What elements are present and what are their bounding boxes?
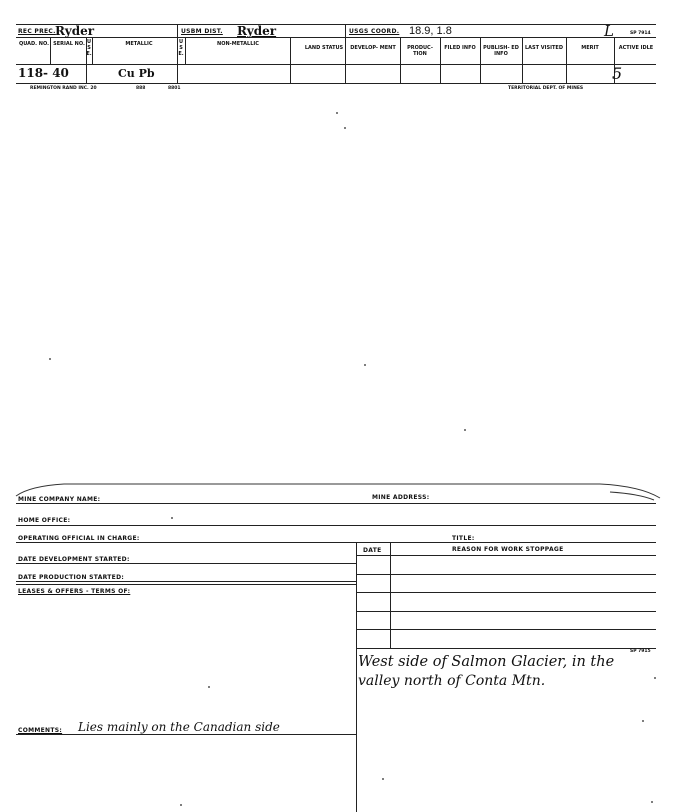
line-date-prod-2 <box>16 584 356 585</box>
usgs-coord-label: USGS COORD. <box>349 28 400 35</box>
home-office-label: HOME OFFICE: <box>18 517 71 524</box>
mine-address-label: MINE ADDRESS: <box>372 494 430 501</box>
printer-code-a: 888 <box>136 86 146 91</box>
comments-value: Lies mainly on the Canadian side <box>78 720 280 734</box>
scan-speck <box>180 804 182 806</box>
vsep-nonmet <box>290 37 291 83</box>
vsep-dev <box>400 37 401 83</box>
corner-mark: L <box>604 22 614 40</box>
record-row-bottom <box>16 83 656 84</box>
stoppage-left-border <box>356 542 357 812</box>
line-official <box>16 542 656 543</box>
record-quad-serial: 118- 40 <box>18 66 69 80</box>
location-note-line1: West side of Salmon Glacier, in the <box>358 654 615 670</box>
col-use2: U S E. <box>178 39 184 57</box>
line-comments <box>16 734 356 735</box>
form-number-bottom: SP 7915 <box>630 649 651 654</box>
stoppage-head-line <box>356 555 656 556</box>
title-label: TITLE: <box>452 535 475 542</box>
rec-prec-label: REC PREC. <box>18 28 56 35</box>
card-edge <box>0 476 678 504</box>
col-use1: U S E. <box>86 39 92 57</box>
date-prod-label: DATE PRODUCTION STARTED: <box>18 574 125 581</box>
stoppage-date-col: DATE <box>363 547 382 554</box>
vsep-last <box>566 37 567 83</box>
department-label: TERRITORIAL DEPT. OF MINES <box>508 86 584 91</box>
location-note-line2: valley north of Conta Mtn. <box>358 673 546 689</box>
vsep-2 <box>345 24 346 83</box>
column-row-divider <box>16 64 656 65</box>
vsep-quad <box>50 37 51 64</box>
printer-label: REMINGTON RAND INC. 20 <box>30 86 97 91</box>
vsep-pub <box>522 37 523 83</box>
col-quad: QUAD. NO. <box>18 41 50 47</box>
col-nonmetallic: NON-METALLIC <box>217 41 259 47</box>
date-dev-label: DATE DEVELOPMENT STARTED: <box>18 556 130 563</box>
operating-official-label: OPERATING OFFICIAL IN CHARGE: <box>18 535 140 542</box>
leases-label: LEASES & OFFERS - TERMS OF: <box>18 588 131 595</box>
scan-speck <box>642 720 644 722</box>
record-active-idle: 5 <box>612 64 623 83</box>
col-production: PRODUC- TION <box>407 45 433 57</box>
usbm-dist-label: USBM DIST. <box>181 28 223 35</box>
record-metallic: Cu Pb <box>118 67 155 80</box>
scan-speck <box>208 686 210 688</box>
scan-speck <box>49 358 51 360</box>
comments-label: COMMENTS: <box>18 727 63 734</box>
vsep-filed <box>480 37 481 83</box>
vsep-use1 <box>92 37 93 64</box>
col-serial: SERIAL NO. <box>53 41 85 47</box>
form-number-top: SP 7914 <box>630 31 651 36</box>
scan-speck <box>654 677 656 679</box>
col-land-status: LAND STATUS <box>304 45 344 51</box>
col-metallic: METALLIC <box>125 41 153 47</box>
line-home-office <box>16 525 656 526</box>
stoppage-row-5 <box>356 648 656 649</box>
scan-speck <box>336 112 338 114</box>
scan-speck <box>651 801 653 803</box>
scan-speck <box>382 778 384 780</box>
stoppage-row-2 <box>356 592 656 593</box>
stoppage-row-4 <box>356 629 656 630</box>
stoppage-date-sep <box>390 542 391 648</box>
stoppage-row-1 <box>356 574 656 575</box>
top-border <box>16 24 656 25</box>
col-published-info: PUBLISH- ED INFO <box>483 45 519 57</box>
printer-code-b: 8801 <box>168 86 181 91</box>
stoppage-row-3 <box>356 611 656 612</box>
col-development: DEVELOP- MENT <box>350 45 396 51</box>
scan-speck <box>171 517 173 519</box>
scan-speck <box>364 364 366 366</box>
vsep-prod <box>440 37 441 83</box>
line-date-prod <box>16 581 356 582</box>
stoppage-reason-col: REASON FOR WORK STOPPAGE <box>452 546 564 553</box>
scan-speck <box>464 429 466 431</box>
rec-prec-value: Ryder <box>55 24 95 38</box>
header-row-divider <box>16 37 656 38</box>
usgs-coord-value: 18.9, 1.8 <box>409 25 452 37</box>
col-active-idle: ACTIVE IDLE <box>618 45 654 51</box>
mine-company-label: MINE COMPANY NAME: <box>18 496 101 503</box>
usbm-dist-value: Ryder <box>237 24 277 38</box>
col-filed-info: FILED INFO <box>444 45 476 51</box>
scan-speck <box>344 127 346 129</box>
col-last-visited: LAST VISITED <box>525 45 563 51</box>
vsep-use2 <box>185 37 186 64</box>
col-merit: MERIT <box>581 45 599 51</box>
line-company <box>16 503 656 504</box>
line-date-dev <box>16 563 356 564</box>
